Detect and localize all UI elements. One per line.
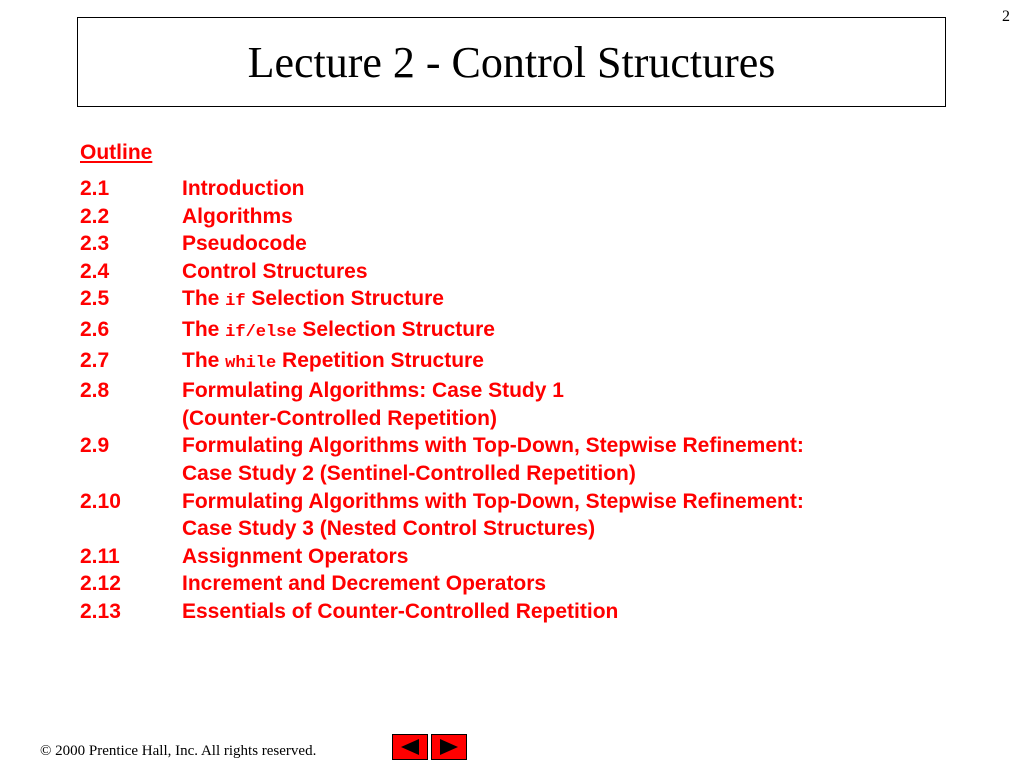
outline-item-number: 2.3 bbox=[80, 232, 110, 256]
outline-item bbox=[80, 258, 980, 286]
outline-item bbox=[80, 285, 980, 316]
outline-item bbox=[80, 515, 980, 543]
outline-item-label-suffix: Selection Structure bbox=[245, 287, 444, 311]
outline-item bbox=[80, 347, 980, 378]
outline-item-text bbox=[182, 230, 980, 258]
outline-item-number bbox=[80, 515, 182, 543]
outline-item-label: Formulating Algorithms with Top-Down, Stepwise Refinement: bbox=[182, 489, 804, 513]
outline-item-text bbox=[182, 570, 980, 598]
outline-list bbox=[80, 175, 980, 626]
page-number: 2 bbox=[1002, 8, 1010, 25]
outline-item-text bbox=[182, 598, 980, 626]
outline-item bbox=[80, 598, 980, 626]
outline-item-label: Control Structures bbox=[182, 259, 368, 283]
outline-item-number: 2.7 bbox=[80, 348, 110, 372]
outline-item-label: Formulating Algorithms with Top-Down, Stepwise Refinement: bbox=[182, 434, 804, 458]
outline-item-code-keyword: while bbox=[225, 353, 277, 373]
outline-item-text bbox=[182, 515, 980, 543]
outline-item-number: 2.11 bbox=[80, 544, 120, 568]
outline-item-number: 2.5 bbox=[80, 287, 110, 311]
outline-item-text bbox=[182, 543, 980, 571]
outline-item bbox=[80, 203, 980, 231]
outline-item-code-keyword: if bbox=[225, 292, 246, 312]
outline-item bbox=[80, 460, 980, 488]
outline-item-label: Essentials of Counter-Controlled Repetition bbox=[182, 599, 619, 623]
outline-item-code-keyword: if/else bbox=[225, 322, 297, 342]
outline-item-text bbox=[182, 488, 980, 516]
outline-item-label: Introduction bbox=[182, 177, 305, 200]
outline-item-number bbox=[80, 460, 182, 488]
outline-item-label: Pseudocode bbox=[182, 232, 307, 256]
outline-item-number: 2.12 bbox=[80, 572, 121, 596]
outline-item-text bbox=[182, 460, 980, 488]
outline-item bbox=[80, 175, 980, 203]
copyright-footer: © 2000 Prentice Hall, Inc. All rights reserved. bbox=[40, 743, 317, 759]
outline bbox=[80, 140, 980, 626]
outline-item-text bbox=[182, 377, 980, 405]
outline-item-text bbox=[182, 316, 980, 347]
outline-item-label: Formulating Algorithms: Case Study 1 bbox=[182, 379, 564, 403]
outline-item-text bbox=[182, 432, 980, 460]
outline-item-label: Increment and Decrement Operators bbox=[182, 572, 547, 596]
previous-slide-button[interactable] bbox=[392, 734, 428, 760]
outline-item-label: (Counter-Controlled Repetition) bbox=[182, 406, 497, 430]
outline-item-number: 2.6 bbox=[80, 317, 110, 341]
title-box bbox=[77, 17, 946, 107]
outline-item-text bbox=[182, 347, 980, 378]
outline-item-number: 2.4 bbox=[80, 259, 110, 283]
outline-heading: Outline bbox=[80, 141, 153, 164]
outline-item-text bbox=[182, 175, 980, 203]
outline-item-number: 2.2 bbox=[80, 204, 110, 228]
outline-item-number: 2.8 bbox=[80, 379, 110, 403]
outline-item-label-suffix: Selection Structure bbox=[296, 317, 495, 341]
slide-navigation bbox=[392, 734, 467, 760]
outline-item bbox=[80, 405, 980, 433]
outline-item bbox=[80, 316, 980, 347]
outline-item-label: The bbox=[182, 287, 226, 311]
outline-item bbox=[80, 488, 980, 516]
outline-item bbox=[80, 543, 980, 571]
outline-item bbox=[80, 432, 980, 460]
outline-item-text bbox=[182, 203, 980, 231]
outline-item-label: Algorithms bbox=[182, 204, 293, 228]
outline-item-number: 2.10 bbox=[80, 489, 121, 513]
outline-item-label: Case Study 3 (Nested Control Structures) bbox=[182, 517, 596, 541]
outline-item-label: Assignment Operators bbox=[182, 544, 409, 568]
triangle-right-icon bbox=[438, 738, 460, 756]
outline-item-number: 2.9 bbox=[80, 434, 110, 458]
slide-title: Lecture 2 - Control Structures bbox=[247, 37, 776, 87]
next-slide-button[interactable] bbox=[431, 734, 467, 760]
outline-item bbox=[80, 377, 980, 405]
outline-item-number: 2.13 bbox=[80, 599, 121, 623]
outline-item-label: Case Study 2 (Sentinel-Controlled Repetition) bbox=[182, 461, 636, 485]
outline-item-text bbox=[182, 405, 980, 433]
outline-item-text bbox=[182, 285, 980, 316]
triangle-left-icon bbox=[399, 738, 421, 756]
outline-item-label: The bbox=[182, 348, 226, 372]
outline-item-label: The bbox=[182, 317, 226, 341]
outline-item bbox=[80, 230, 980, 258]
outline-item-label-suffix: Repetition Structure bbox=[276, 348, 484, 372]
outline-item-number bbox=[80, 405, 182, 433]
outline-item bbox=[80, 570, 980, 598]
outline-item-number: 2.1 bbox=[80, 177, 110, 200]
outline-item-text bbox=[182, 258, 980, 286]
